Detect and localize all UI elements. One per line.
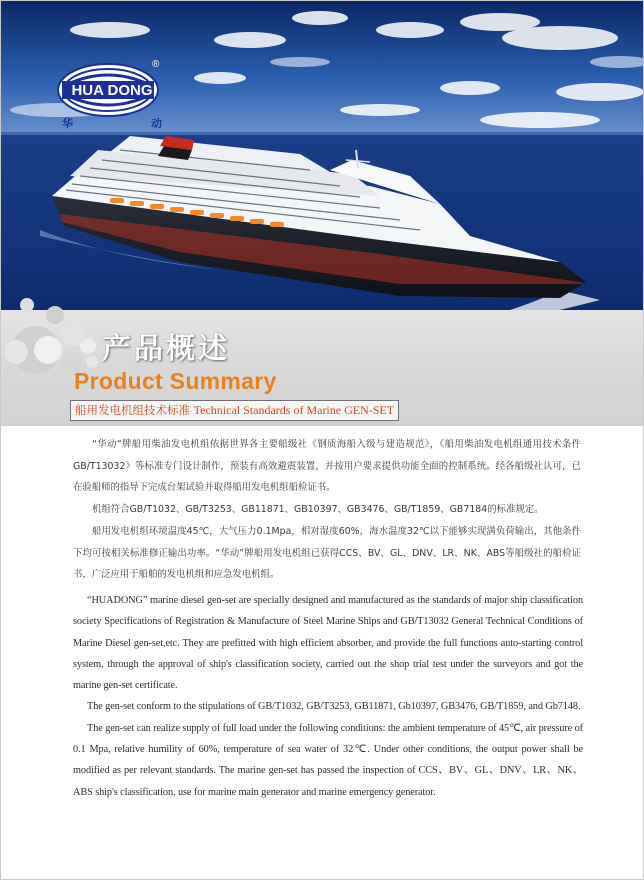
logo-chinese-name — [56, 115, 168, 131]
cn-paragraph: 机组符合GB/T1032、GB/T3253、GB11871、GB10397、GB3476、GB/T1859、GB7184的标准规定。 — [92, 504, 544, 516]
cn-paragraph: “华动”牌船用柴油发电机组依据世界各主要船级社《钢质海船入级与建造规范》，《船用柴油发电机组通用技术条件GB/T13032》等标准专门设计制作，预装有高效避震装置，并按用户要求提供功能全面的控制系统。经各船级社认可，已在验船师的指导下完成台架试验并取得船用发电机组船检证书。 — [73, 439, 581, 494]
subtitle-chinese: 船用发电机组技术标准 — [75, 403, 190, 417]
huadong-logo — [56, 59, 166, 134]
title-chinese: 产品概述 — [102, 331, 231, 365]
english-body — [73, 590, 583, 803]
cn-paragraph: 船用发电机组环境温度45℃，大气压力0.1Mpa，相对湿度60%，海水温度32℃以下能够实现满负荷输出，其他条件下均可按相关标准修正输出功率。“华动”牌船用发电机组已获得CCS、BV、GL、DNV、LR、NK、ABS等船级社的船检证书，广泛应用于船舶的发电机组和应急发电机组。 — [73, 525, 581, 581]
en-paragraph: The gen-set can realize supply of full load under the following conditions: the ambient temperature of 45℃, air pressure of 0.1 Mpa, relative humility of 60%, temperature of sea water of 32℃. Under other conditions, the output power shall be modified as per relevant standards. The marine gen-set has passed the inspection of CCS、BV、GL、DNV、LR、NK、ABS ship's classification, use for marine main generator and marine emergency generator. — [73, 722, 583, 798]
title-english: Product Summary — [74, 368, 277, 394]
en-paragraph: “HUADONG” marine diesel gen-set are specially designed and manufactured as the standards of major ship classification society Specifications of Registration & Manufacture of Steel Marine Ships and GB/T13032 General Technical Conditions of Marine Diesel gen-set,etc. They are prefitted with high efficient absorber, and provide the full functions auto-starting control system, through the approval of ship's classification society, carried out the shop trial test under the surveyors and got the marine gen-set certificate. — [73, 595, 583, 692]
en-paragraph: The gen-set conform to the stipulations of GB/T1032, GB/T3253, GB11871, Gb10397, GB3476, GB/T1859, and Gb7148. — [87, 701, 581, 713]
subtitle-english: Technical Standards of Marine GEN-SET — [193, 403, 395, 417]
chinese-body — [73, 434, 581, 586]
logo-wordmark: HUA DONG — [71, 82, 153, 99]
registered-mark: ® — [152, 59, 160, 70]
subtitle-box — [70, 400, 399, 421]
logo-cn-char-1: 华 — [62, 117, 73, 130]
logo-cn-char-2: 动 — [151, 117, 162, 130]
